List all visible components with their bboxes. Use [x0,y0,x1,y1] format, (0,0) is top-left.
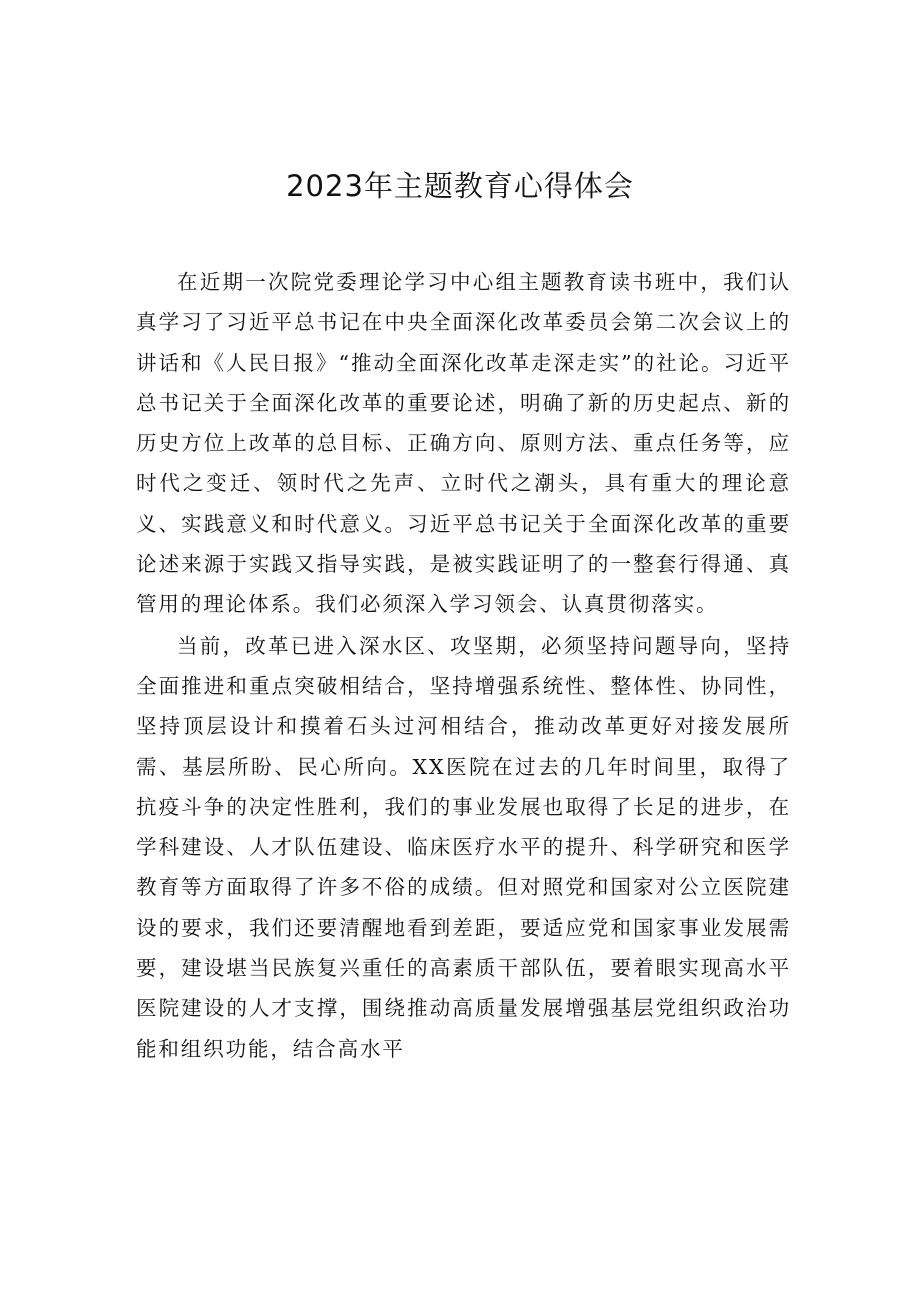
document-title: 2023年主题教育心得体会 [286,169,634,203]
paragraph-1: 在近期一次院党委理论学习中心组主题教育读书班中，我们认真学习了习近平总书记在中央全面深化改革委员会第二次会议上的讲话和《人民日报》“推动全面深化改革走深走实”的社论。习近平总书记关于全面深化改革的重要论述，明确了新的历史起点、新的历史方位上改革的总目标、正确方向、原则方法、重点任务等，应时代之变迁、领时代之先声、立时代之潮头，具有重大的理论意义、实践意义和时代意义。习近平总书记关于全面深化改革的重要论述来源于实践又指导实践，是被实践证明了的一整套行得通、真管用的理论体系。我们必须深入学习领会、认真贯彻落实。 [136,270,791,617]
paragraph-2: 当前，改革已进入深水区、攻坚期，必须坚持问题导向，坚持全面推进和重点突破相结合，坚持增强系统性、整体性、协同性，坚持顶层设计和摸着石头过河相结合，推动改革更好对接发展所需、基层所盼、民心所向。XX医院在过去的几年时间里，取得了抗疫斗争的决定性胜利，我们的事业发展也取得了长足的进步，在学科建设、人才队伍建设、临床医疗水平的提升、科学研究和医学教育等方面取得了许多不俗的成绩。但对照党和国家对公立医院建设的要求，我们还要清醒地看到差距，要适应党和国家事业发展需要，建设堪当民族复兴重任的高素质干部队伍，要着眼实现高水平医院建设的人才支撑，围绕推动高质量发展增强基层党组织政治功能和组织功能，结合高水平 [136,633,791,1061]
document-body [136,262,791,1069]
